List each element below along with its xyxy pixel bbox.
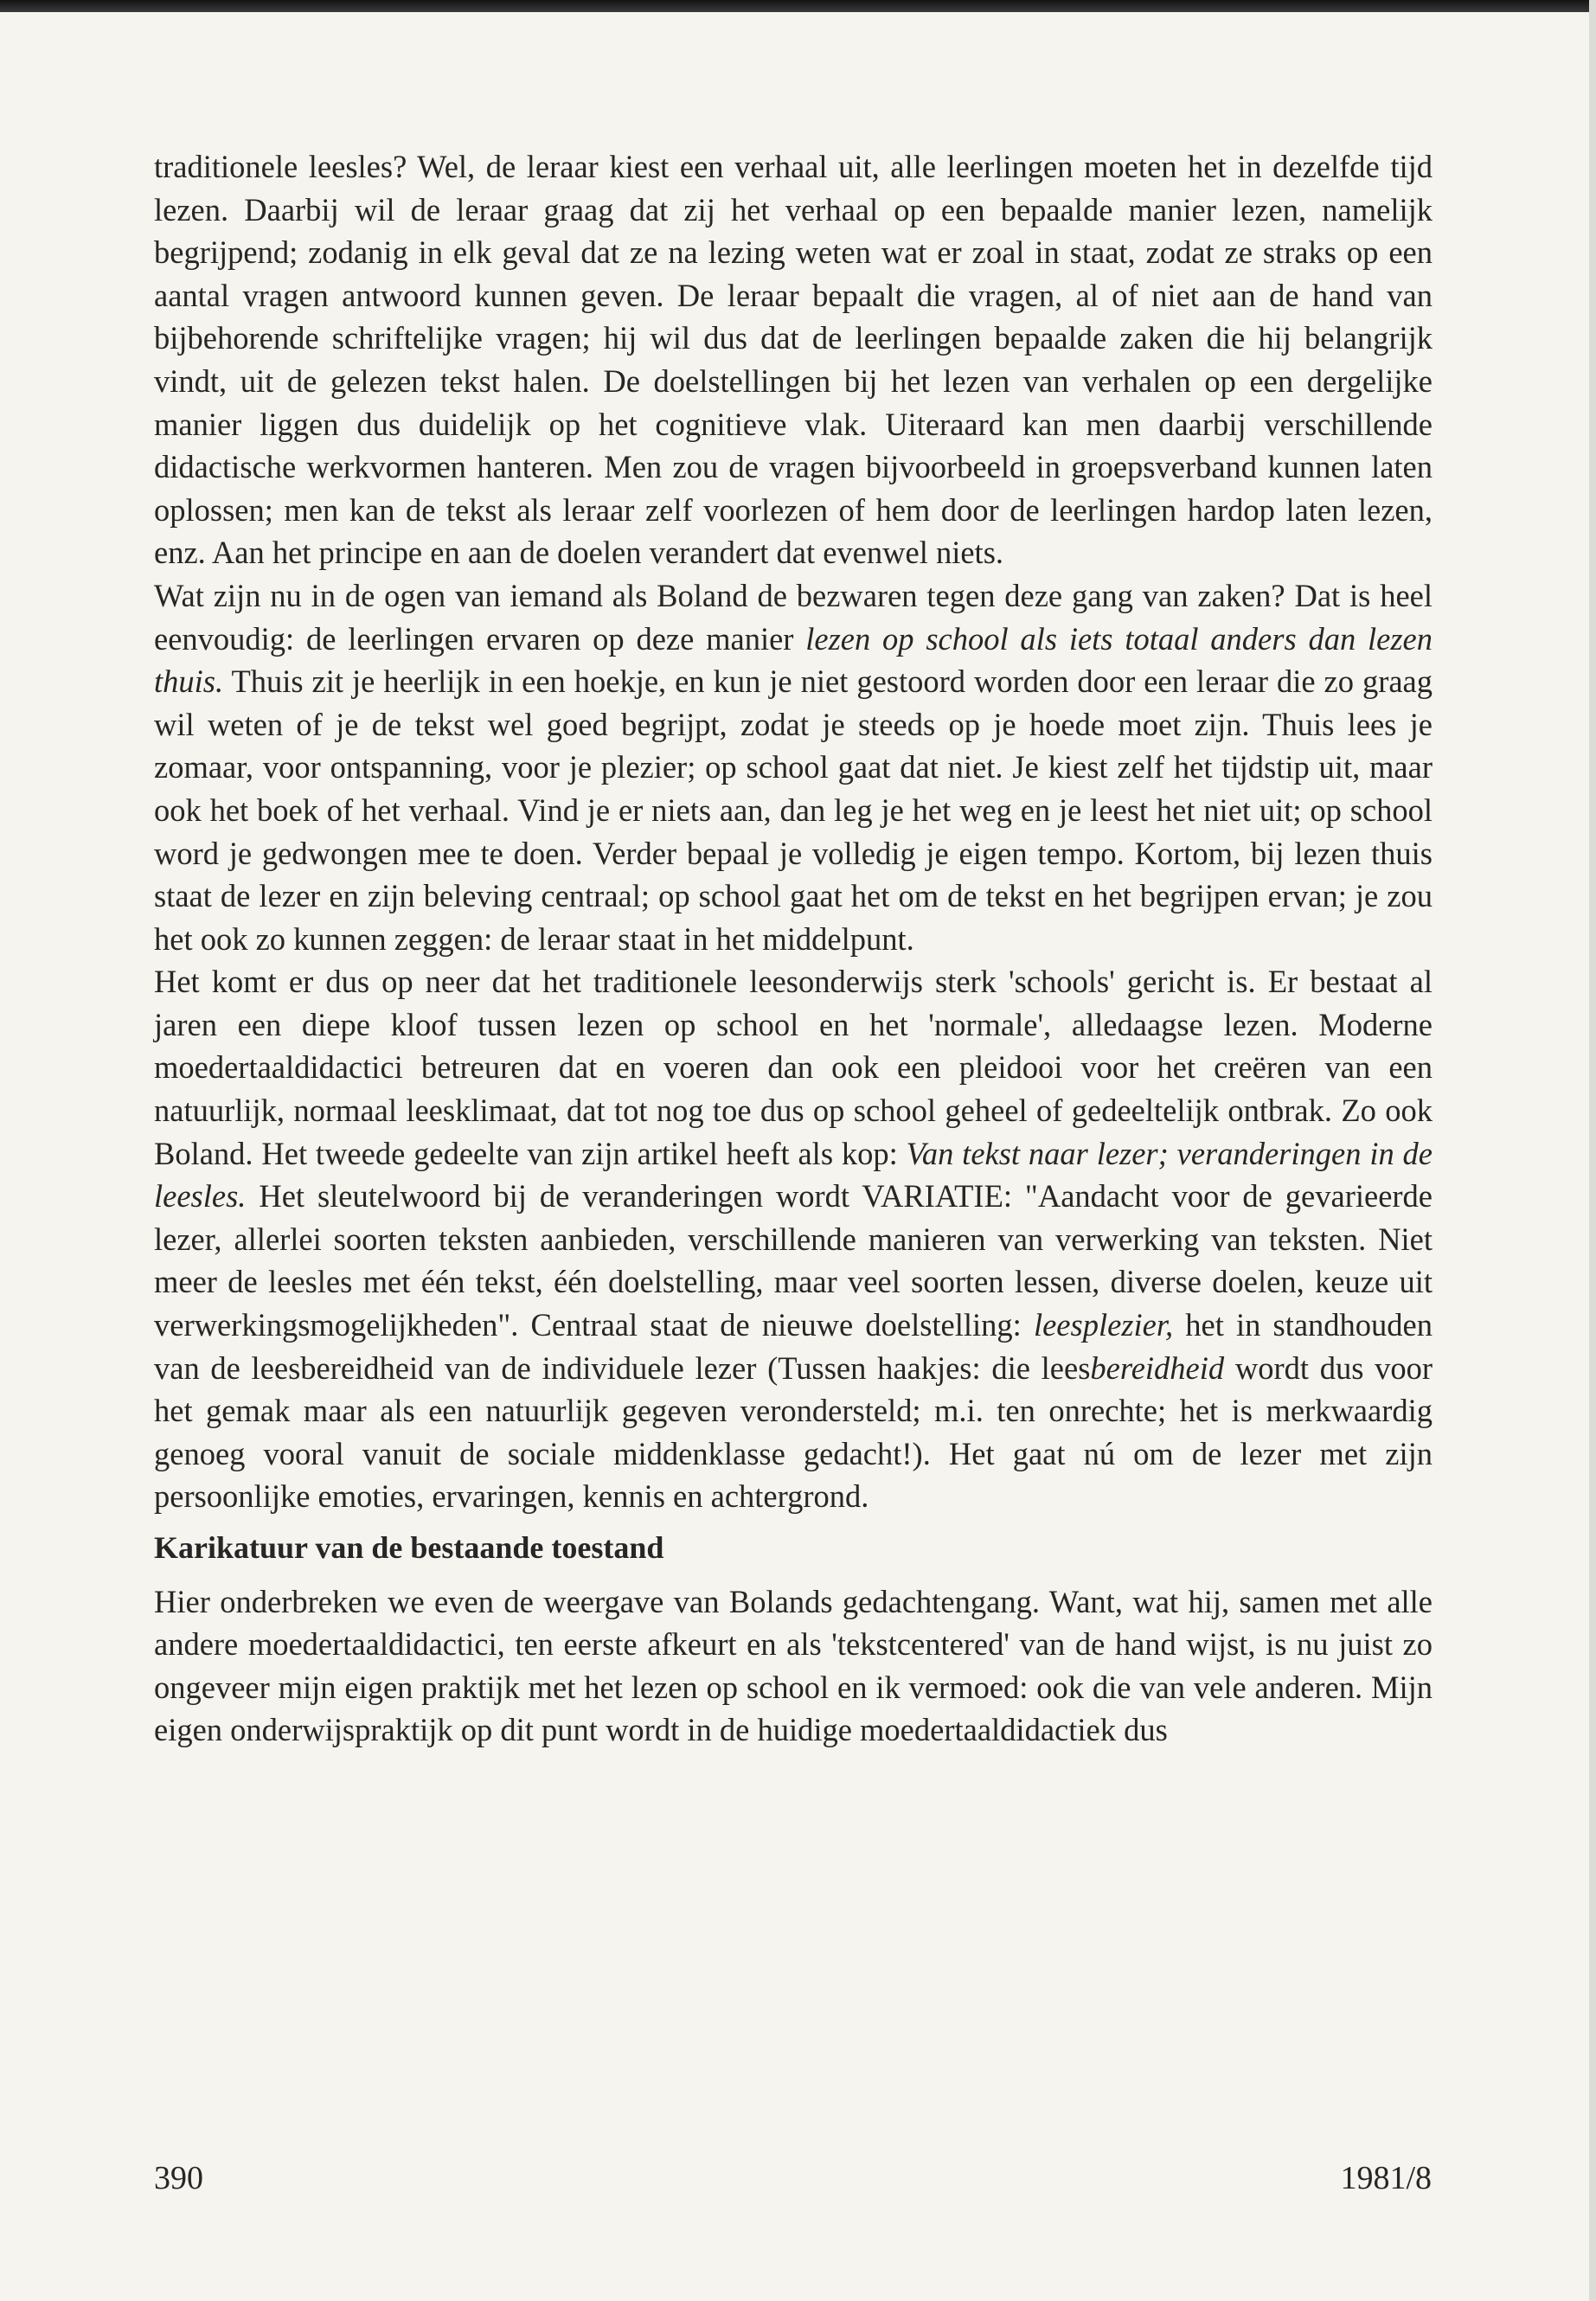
paragraph-2	[154, 574, 1433, 960]
article-body	[154, 145, 1433, 1752]
italic-text: leesplezier,	[1033, 1307, 1174, 1343]
text-run: Thuis zit je heerlijk in een hoekje, en kun je niet gestoord worden door een leraar die zo graag wil weten of je de tekst wel goed begrijpt, zodat je steeds op je hoede moet zijn. Thuis lees je zomaar, voor ontspanning, voor je plezier; op school gaat dat niet. Je kiest zelf het tijdstip uit, maar ook het boek of het verhaal. Vind je er niets aan, dan leg je het weg en je leest het niet uit; op school word je gedwongen mee te doen. Verder bepaal je volledig je eigen tempo. Kortom, bij lezen thuis staat de lezer en zijn beleving centraal; op school gaat het om de tekst en het begrijpen ervan; je zou het ook zo kunnen zeggen: de leraar staat in het middelpunt.	[154, 663, 1433, 957]
italic-text: Van tekst naar lezer; veranderingen in de leesles.	[154, 1135, 1433, 1215]
text-run: wordt dus voor het gemak maar als een natuurlijk gegeven verondersteld; m.i. ten onrechte; het is merkwaardig genoeg vooral vanuit de sociale middenklasse gedacht!). Het gaat nú om de lezer met zijn persoonlijke emoties, ervaringen, kennis en achtergrond.	[154, 1349, 1433, 1515]
page-number: 390	[154, 2160, 203, 2196]
paragraph-1	[154, 145, 1433, 574]
text-run: Het komt er dus op neer dat het traditionele leesonderwijs sterk 'schools' gericht is. Er bestaat al jaren een diepe kloof tussen lezen op school en het 'normale', alledaagse lezen. Moderne moedertaaldidactici betreuren dat en voeren dan ook een pleidooi voor het creëren van een natuurlijk, normaal leesklimaat, dat tot nog toe dus op school geheel of gedeeltelijk ontbrak. Zo ook Boland. Het tweede gedeelte van zijn artikel heeft als kop:	[154, 964, 1433, 1171]
paragraph-3	[154, 960, 1433, 1518]
text-run: het in standhouden van de leesbereidheid van de individuele lezer (Tussen haakjes: die lees	[154, 1307, 1433, 1386]
italic-text: bereidheid	[1090, 1349, 1225, 1386]
scan-top-edge	[0, 0, 1596, 12]
text-run: Het sleutelwoord bij de veranderingen wordt VARIATIE: "Aandacht voor de gevarieerde lezer, allerlei soorten teksten aanbieden, verschillende manieren van verwerking van teksten. Niet meer de leesles met één tekst, één doelstelling, maar veel soorten lessen, diverse doelen, keuze uit verwerkingsmogelijkheden". Centraal staat de nieuwe doelstelling:	[154, 1178, 1433, 1343]
text-run: traditionele leesles? Wel, de leraar kiest een verhaal uit, alle leerlingen moeten het in dezelfde tijd lezen. Daarbij wil de leraar graag dat zij het verhaal op een bepaalde manier lezen, namelijk begrijpend; zodanig in elk geval dat ze na lezing weten wat er zoal in staat, zodat ze straks op een aantal vragen antwoord kunnen geven. De leraar bepaalt die vragen, al of niet aan de hand van bijbehorende schriftelijke vragen; hij wil dus dat de leerlingen bepaalde zaken die hij belangrijk vindt, uit de gelezen tekst halen. De doelstellingen bij het lezen van verhalen op een dergelijke manier liggen dus duidelijk op het cognitieve vlak. Uiteraard kan men daarbij verschillende didactische werkvormen hanteren. Men zou de vragen bijvoorbeeld in groepsverband kunnen laten oplossen; men kan de tekst als leraar zelf voorlezen of hem door de leerlingen hardop laten lezen, enz. Aan het principe en aan de doelen verandert dat evenwel niets.	[154, 149, 1433, 571]
scan-right-edge	[1589, 0, 1596, 2301]
paragraph-4	[154, 1580, 1433, 1752]
text-run: Hier onderbreken we even de weergave van Bolands gedachtengang. Want, wat hij, samen met alle andere moedertaaldidactici, ten eerste afkeurt en als 'tekstcentered' van de hand wijst, is nu juist zo ongeveer mijn eigen praktijk met het lezen op school en ik vermoed: ook die van vele anderen. Mijn eigen onderwijspraktijk op dit punt wordt in de huidige moedertaaldidactiek dus	[154, 1583, 1433, 1748]
section-heading: Karikatuur van de bestaande toestand	[154, 1530, 664, 1565]
italic-text: lezen op school als iets totaal anders dan lezen thuis.	[154, 620, 1433, 700]
issue-number: 1981/8	[1340, 2160, 1432, 2196]
text-run: Wat zijn nu in de ogen van iemand als Boland de bezwaren tegen deze gang van zaken? Dat is heel eenvoudig: de leerlingen ervaren op deze manier	[154, 577, 1433, 657]
